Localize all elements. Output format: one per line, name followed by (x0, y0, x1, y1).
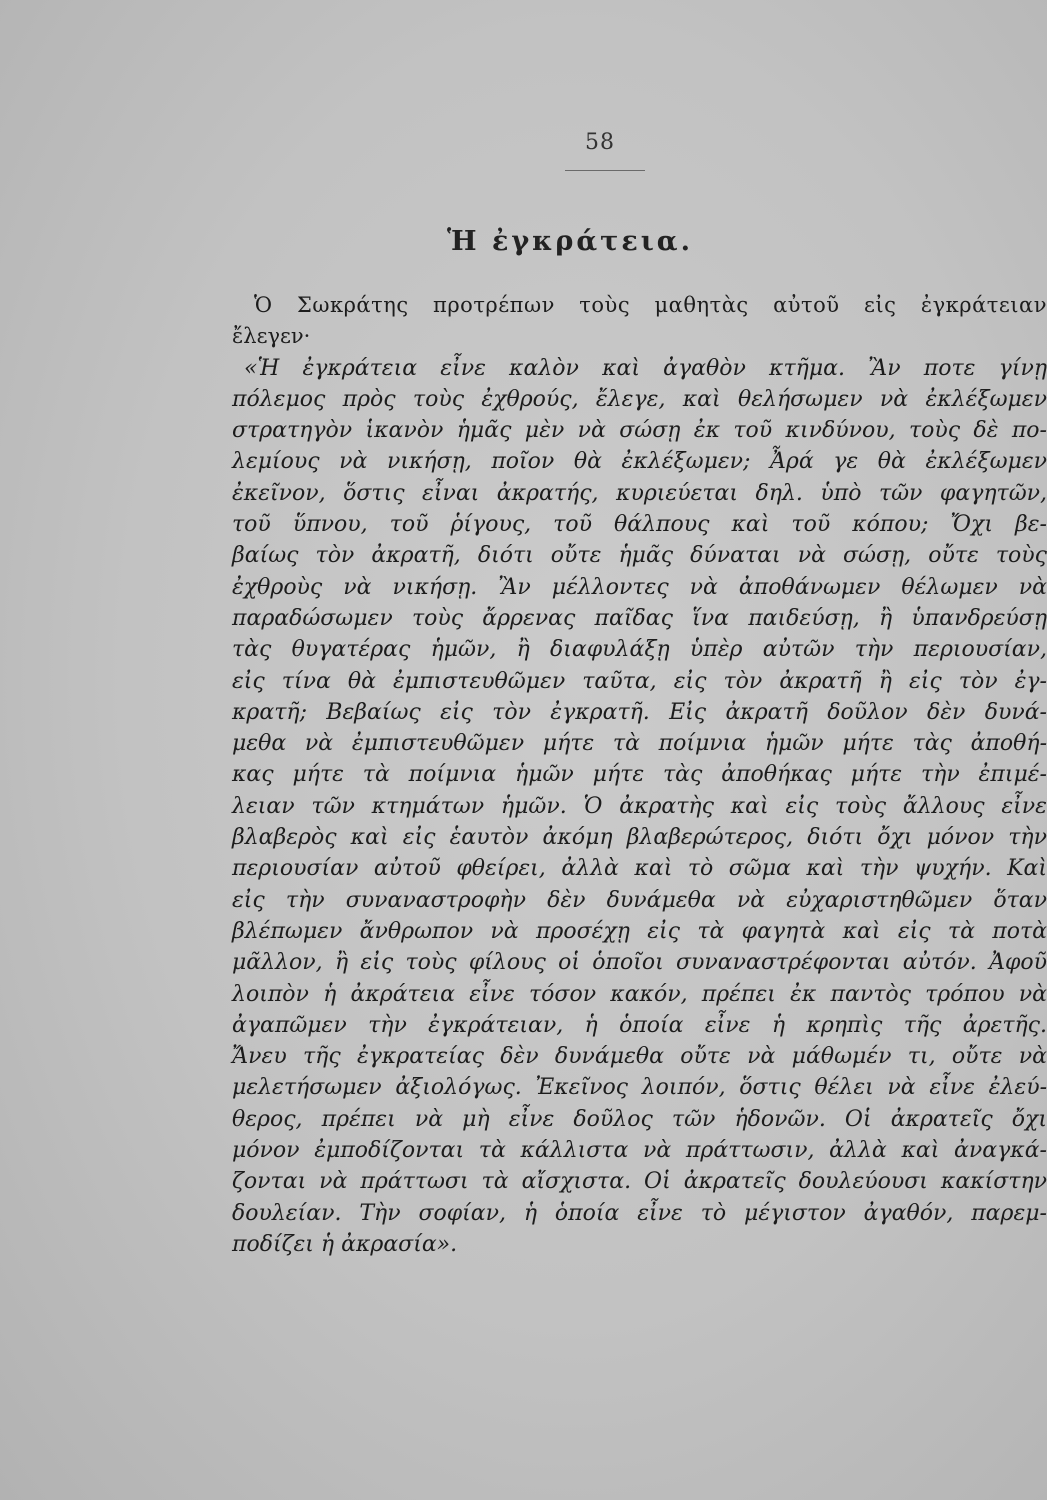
page-number-rule (565, 170, 645, 171)
text-line: ἔλεγεν· (232, 324, 311, 349)
text-line: «Ἡ ἐγκράτεια εἶνε καλὸν καὶ ἀγαθὸν κτῆμα. Ἂν ποτε γίνῃ (244, 355, 1047, 381)
text-line: εἰς τίνα θὰ ἐμπιστευθῶμεν ταῦτα, εἰς τὸν ἀκρατῆ ἢ εἰς τὸν ἐγ- (232, 668, 1047, 694)
text-line: λεμίους νὰ νικήσῃ, ποῖον θὰ ἐκλέξωμεν; Ἆρά γε θὰ ἐκλέξωμεν (232, 449, 1047, 475)
text-line: εἰς τὴν συναναστροφὴν δὲν δυνάμεθα νὰ εὐχαριστηθῶμεν ὅταν (232, 887, 1047, 913)
text-line: ἀγαπῶμεν τὴν ἐγκράτειαν, ἡ ὁποία εἶνε ἡ κρηπὶς τῆς ἀρετῆς. (232, 1012, 1047, 1038)
text-line: ἐκεῖνον, ὅστις εἶναι ἀκρατής, κυριεύεται δηλ. ὑπὸ τῶν φαγητῶν, (232, 480, 1047, 506)
text-line: βλαβερὸς καὶ εἰς ἑαυτὸν ἀκόμη βλαβερώτερος, διότι ὄχι μόνον τὴν (232, 825, 1047, 851)
text-line: κας μήτε τὰ ποίμνια ἡμῶν μήτε τὰς ἀποθήκας μήτε τὴν ἐπιμέ- (232, 762, 1047, 788)
text-line: βλέπωμεν ἄνθρωπον νὰ προσέχῃ εἰς τὰ φαγητὰ καὶ εἰς τὰ ποτὰ (232, 918, 1047, 944)
text-line: ζονται νὰ πράττωσι τὰ αἴσχιστα. Οἱ ἀκρατεῖς δουλεύουσι κακίστην (232, 1169, 1047, 1195)
text-line: τοῦ ὕπνου, τοῦ ῥίγους, τοῦ θάλπους καὶ τοῦ κόπου; Ὄχι βε- (232, 512, 1047, 538)
text-line: δουλείαν. Τὴν σοφίαν, ἡ ὁποία εἶνε τὸ μέγιστον ἀγαθόν, παρεμ- (232, 1200, 1047, 1226)
text-line: μᾶλλον, ἢ εἰς τοὺς φίλους οἱ ὁποῖοι συναναστρέφονται αὐτόν. Ἀφοῦ (232, 950, 1047, 976)
text-line: ἐχθροὺς νὰ νικήσῃ. Ἂν μέλλοντες νὰ ἀποθάνωμεν θέλωμεν νὰ (232, 574, 1047, 600)
text-line: λοιπὸν ἡ ἀκράτεια εἶνε τόσον κακόν, πρέπει ἐκ παντὸς τρόπου νὰ (232, 981, 1047, 1007)
page-number: 58 (585, 130, 615, 155)
body-text (232, 290, 1047, 1260)
text-line: βαίως τὸν ἀκρατῆ, διότι οὔτε ἡμᾶς δύναται νὰ σώσῃ, οὔτε τοὺς (232, 543, 1047, 569)
text-line: ποδίζει ἡ ἀκρασία». (232, 1231, 458, 1257)
text-line: μελετήσωμεν ἀξιολόγως. Ἐκεῖνος λοιπόν, ὅστις θέλει νὰ εἶνε ἐλεύ- (232, 1075, 1047, 1101)
text-line: στρατηγὸν ἱκανὸν ἡμᾶς μὲν νὰ σώσῃ ἐκ τοῦ κινδύνου, τοὺς δὲ πο- (232, 418, 1047, 444)
text-line: θερος, πρέπει νὰ μὴ εἶνε δοῦλος τῶν ἡδονῶν. Οἱ ἀκρατεῖς ὄχι (232, 1106, 1047, 1132)
text-line: πόλεμος πρὸς τοὺς ἐχθρούς, ἔλεγε, καὶ θελήσωμεν νὰ ἐκλέξωμεν (232, 386, 1047, 412)
text-line: τὰς θυγατέρας ἡμῶν, ἢ διαφυλάξῃ ὑπὲρ αὐτῶν τὴν περιουσίαν, (232, 637, 1047, 663)
text-line: Ἄνευ τῆς ἐγκρατείας δὲν δυνάμεθα οὔτε νὰ μάθωμέν τι, οὔτε νὰ (232, 1044, 1047, 1070)
text-line: κρατῆ; Βεβαίως εἰς τὸν ἐγκρατῆ. Εἰς ἀκρατῆ δοῦλον δὲν δυνά- (232, 699, 1047, 725)
text-line: περιουσίαν αὐτοῦ φθείρει, ἀλλὰ καὶ τὸ σῶμα καὶ τὴν ψυχήν. Καὶ (232, 856, 1047, 882)
text-line: λειαν τῶν κτημάτων ἡμῶν. Ὁ ἀκρατὴς καὶ εἰς τοὺς ἄλλους εἶνε (232, 793, 1047, 819)
text-line: μόνον ἐμποδίζονται τὰ κάλλιστα νὰ πράττωσιν, ἀλλὰ καὶ ἀναγκά- (232, 1138, 1047, 1164)
text-line: μεθα νὰ ἐμπιστευθῶμεν μήτε τὰ ποίμνια ἡμῶν μήτε τὰς ἀποθή- (232, 731, 1047, 757)
text-line: Ὁ Σωκράτης προτρέπων τοὺς μαθητὰς αὐτοῦ εἰς ἐγκράτειαν (254, 293, 1047, 317)
text-line: παραδώσωμεν τοὺς ἄρρενας παῖδας ἵνα παιδεύσῃ, ἢ ὑπανδρεύσῃ (232, 605, 1047, 631)
chapter-heading: Ἡ ἐγκράτεια. (447, 226, 693, 257)
